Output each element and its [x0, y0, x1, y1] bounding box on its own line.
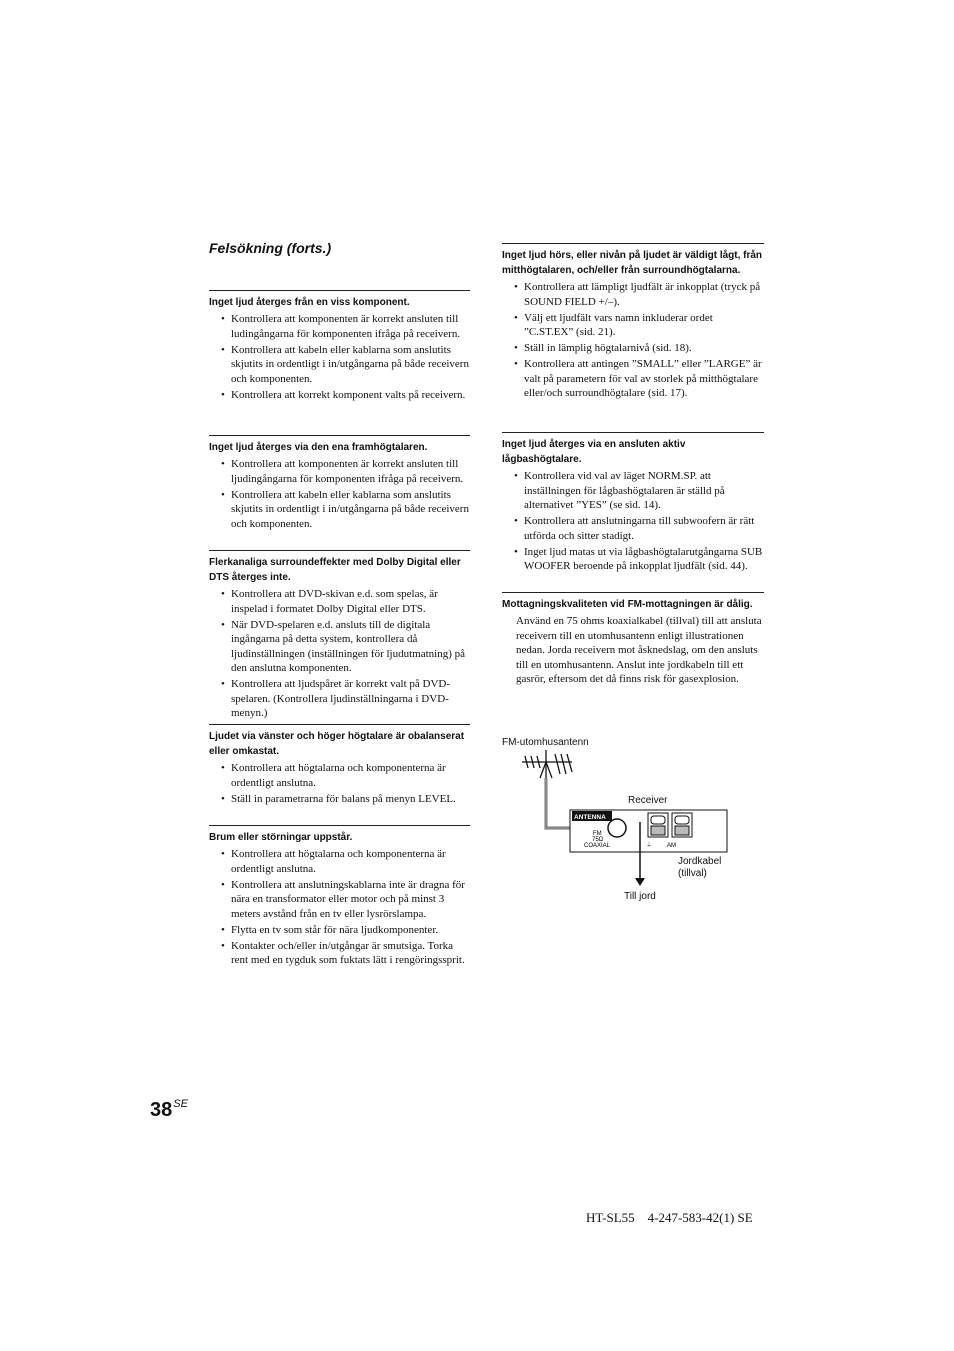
fm-paragraph: Använd en 75 ohms koaxialkabel (tillval) till att ansluta receivern till en utomhusantenn enligt illustrationen nedan. Jorda receivern mot åsknedslag, om den ansluts till en utomhusantenn. Anslut inte jordkabeln till ett gasrör, eftersom det då finns risk för gasexplosion. — [516, 615, 762, 685]
trouble-block — [502, 432, 764, 575]
bullet-item: • Kontrollera att högtalarna och komponenterna är ordentligt anslutna. — [209, 761, 470, 790]
bullet-item: • Kontrollera att lämpligt ljudfält är inkopplat (tryck på SOUND FIELD +/–). — [502, 280, 764, 309]
arrow-down-icon — [635, 878, 645, 886]
trouble-block — [209, 550, 470, 722]
footer-code: HT-SL55 4-247-583-42(1) SE — [586, 1210, 753, 1225]
bullet-item: • Kontrollera att högtalarna och komponenterna är ordentligt anslutna. — [209, 847, 470, 876]
bullet-item: • Inget ljud matas ut via lågbashögtalarutgångarna SUB WOOFER beroende på inkopplat ljudfält (sid. 44). — [502, 545, 764, 574]
bullet-item: • Kontrollera vid val av läget NORM.SP. att inställningen för lågbashögtalaren är ställd på alternativet ”YES” (se sid. 14). — [502, 469, 764, 513]
am-label: AM — [667, 843, 676, 849]
bullet-item: • Kontrollera att DVD-skivan e.d. som spelas, är inspelad i formatet Dolby Digital eller DTS. — [209, 587, 470, 616]
trouble-heading: Brum eller störningar uppstår. — [209, 832, 353, 843]
bullet-item: • Ställ in lämplig högtalarnivå (sid. 18). — [502, 341, 764, 356]
antenna-panel-label: ANTENNA — [574, 814, 606, 821]
trouble-heading: Inget ljud återges via den ena framhögtalaren. — [209, 442, 428, 453]
trouble-heading: Mottagningskvaliteten vid FM-mottagningen är dålig. — [502, 599, 753, 610]
bullet-item: • När DVD-spelaren e.d. ansluts till de digitala ingångarna på detta system, kontrollera då ljudinställningen (inställningen för ljudutmatning) på den anslutna komponenten. — [209, 618, 470, 676]
bullet-item: • Kontrollera att korrekt komponent valts på receivern. — [209, 388, 470, 403]
trouble-block — [209, 290, 470, 404]
antenna-icon — [522, 750, 572, 778]
bullet-item: • Kontrollera att kabeln eller kablarna som anslutits skjutits in ordentligt i in/utgångarna på både receivern och komponenten. — [209, 488, 470, 532]
bullet-item: • Kontrollera att ljudspåret är korrekt valt på DVD-spelaren. (Kontrollera ljudinställningarna i DVD-menyn.) — [209, 677, 470, 721]
ground-terminal-icon: ⏚ — [646, 843, 653, 849]
trouble-block — [502, 243, 764, 402]
trouble-block — [209, 825, 470, 969]
trouble-block — [209, 724, 470, 808]
trouble-block — [209, 435, 470, 533]
bullet-item: • Kontrollera att komponenten är korrekt ansluten till ludingångarna för komponenten ifråga på receivern. — [209, 312, 470, 341]
ground-label: Till jord — [624, 891, 656, 902]
trouble-heading: Inget ljud återges från en viss komponent. — [209, 297, 410, 308]
trouble-heading: Inget ljud hörs, eller nivån på ljudet är väldigt lågt, från mitthögtalaren, och/eller från surroundhögtalarna. — [502, 250, 763, 276]
trouble-heading: Flerkanaliga surroundeffekter med Dolby Digital eller DTS återges inte. — [209, 557, 461, 583]
trouble-block — [502, 592, 764, 687]
bullet-item: • Välj ett ljudfält vars namn inkluderar ordet ”C.ST.EX” (sid. 21). — [502, 311, 764, 340]
antenna-diagram — [500, 750, 740, 920]
bullet-item: • Flytta en tv som står för nära ljudkomponenter. — [209, 923, 470, 938]
fm-label: FM — [593, 831, 602, 837]
trouble-heading: Ljudet via vänster och höger högtalare är obalanserat eller omkastat. — [209, 731, 465, 757]
trouble-heading: Inget ljud återges via en ansluten aktiv lågbashögtalare. — [502, 439, 686, 465]
page-number: $38^{SE}$ — [150, 1098, 188, 1121]
antenna-label: FM-utomhusantenn — [502, 737, 589, 748]
bullet-item: • Kontrollera att antingen ”SMALL” eller ”LARGE” är valt på parametern för val av storlek på mitthögtalare eller/och surroundhögtalare (sid. 17). — [502, 357, 764, 401]
bullet-item: • Ställ in parametrarna för balans på menyn LEVEL. — [209, 792, 470, 807]
bullet-item: • Kontrollera att kabeln eller kablarna som anslutits skjutits in ordentligt i in/utgångarna på både receivern och komponenten. — [209, 343, 470, 387]
receiver-label: Receiver — [628, 795, 668, 806]
ground-cable-label-sub: (tillval) — [678, 868, 707, 879]
section-title: Felsökning (forts.) — [209, 240, 332, 256]
ohm-label: 75Ω — [592, 837, 604, 843]
bullet-item: • Kontakter och/eller in/utgångar är smutsiga. Torka rent med en tygduk som fuktats lätt i rengöringssprit. — [209, 939, 470, 968]
bullet-item: • Kontrollera att anslutningskablarna inte är dragna för nära en transformator eller motor och på minst 3 meters avstånd från en tv eller lysrörslampa. — [209, 878, 470, 922]
bullet-item: • Kontrollera att komponenten är korrekt ansluten till ljudingångarna för komponenten ifråga på receivern. — [209, 457, 470, 486]
fm-coaxial-jack — [608, 819, 626, 837]
coaxial-label: COAXIAL — [584, 843, 611, 849]
ground-cable-label: Jordkabel — [678, 856, 722, 867]
bullet-item: • Kontrollera att anslutningarna till subwoofern är rätt utförda och sitter stadigt. — [502, 514, 764, 543]
